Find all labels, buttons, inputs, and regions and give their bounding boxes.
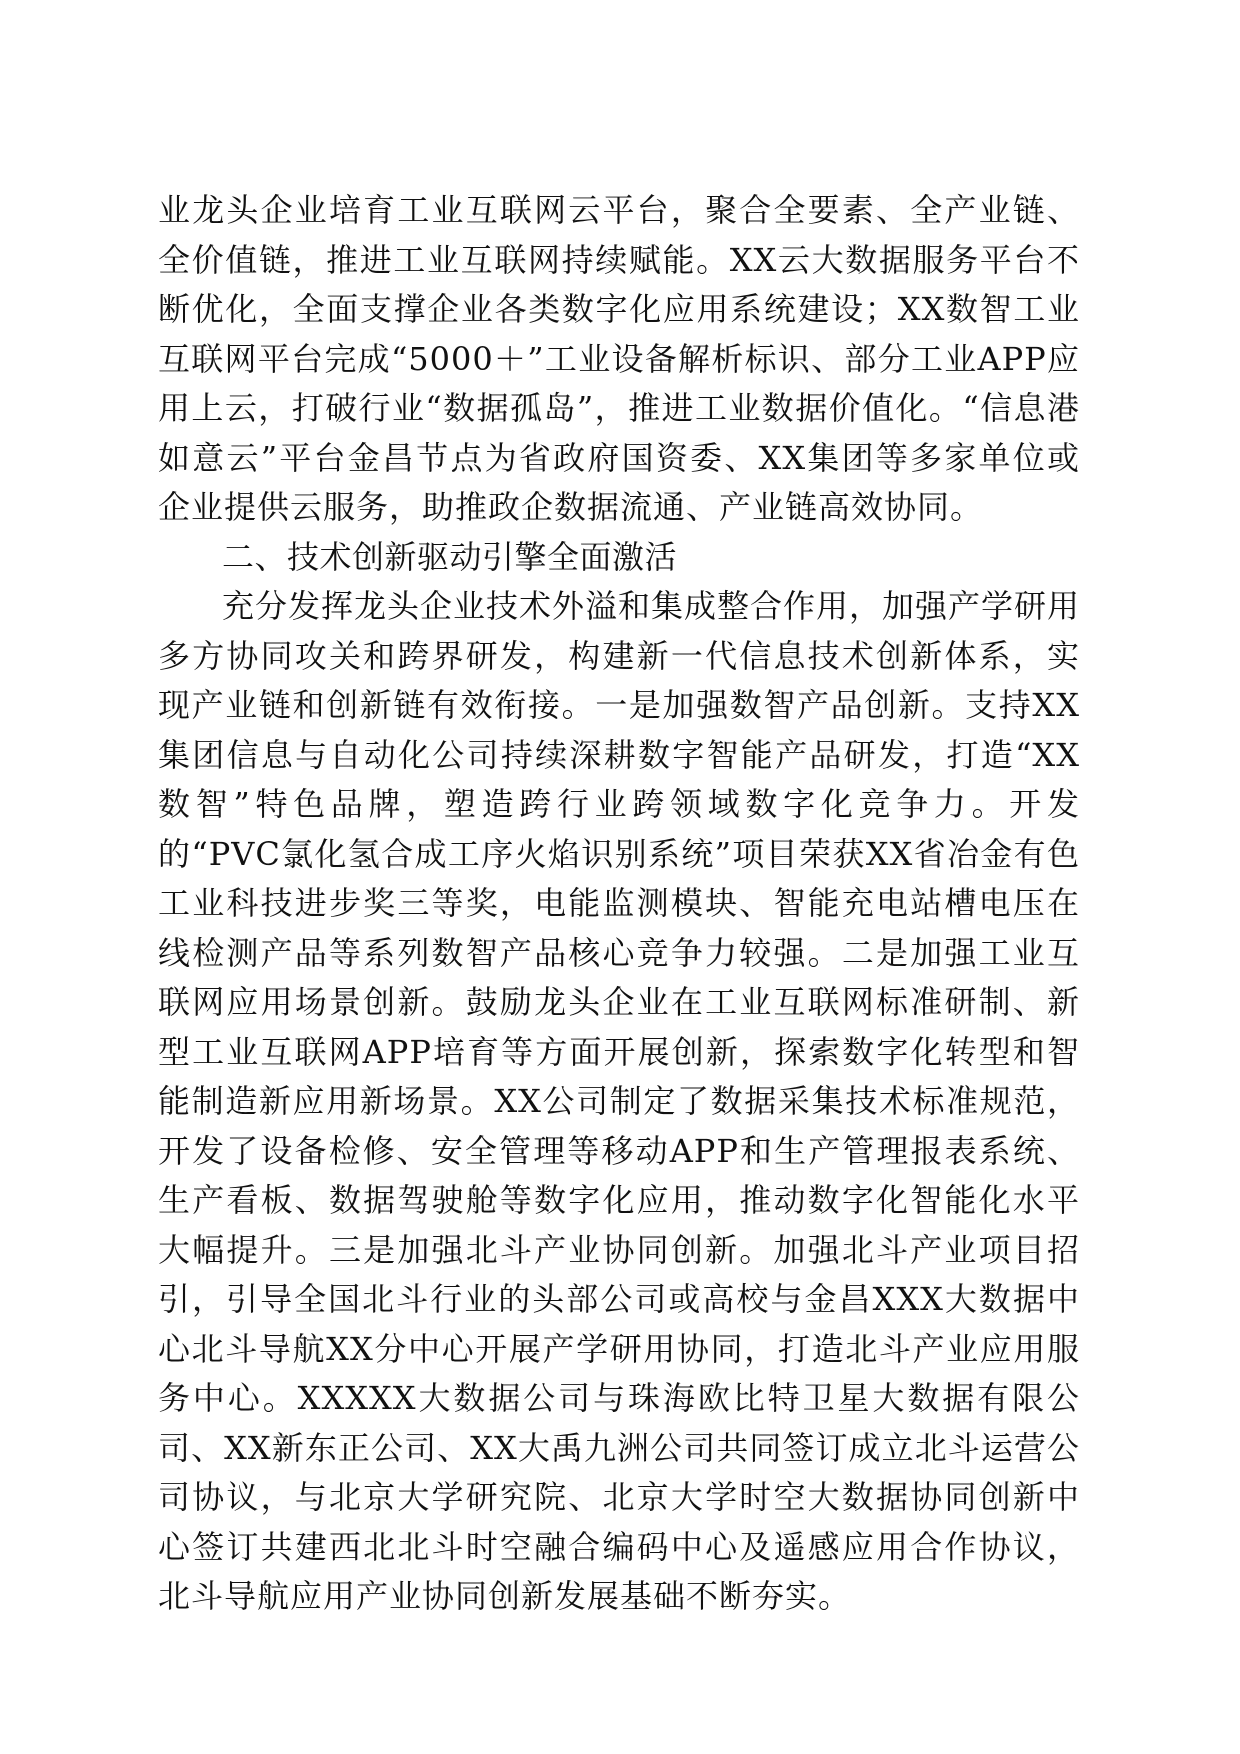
paragraph-continued: 业龙头企业培育工业互联网云平台，聚合全要素、全产业链、全价值链，推进工业互联网持续赋能。XX云大数据服务平台不断优化，全面支撑企业各类数字化应用系统建设；XX数智工业互联网平台完成“5000＋”工业设备解析标识、部分工业APP应用上云，打破行业“数据孤岛”，推进工业数据价值化。“信息港如意云”平台金昌节点为省政府国资委、XX集团等多家单位或企业提供云服务，助推政企数据流通、产业链高效协同。: [158, 191, 1080, 526]
paragraph-main: 充分发挥龙头企业技术外溢和集成整合作用，加强产学研用多方协同攻关和跨界研发，构建新一代信息技术创新体系，实现产业链和创新链有效衔接。一是加强数智产品创新。支持XX集团信息与自动化公司持续深耕数字智能产品研发，打造“XX数智”特色品牌，塑造跨行业跨领域数字化竞争力。开发的“PVC氯化氢合成工序火焰识别系统”项目荣获XX省冶金有色工业科技进步奖三等奖，电能监测模块、智能充电站槽电压在线检测产品等系列数智产品核心竞争力较强。二是加强工业互联网应用场景创新。鼓励龙头企业在工业互联网标准研制、新型工业互联网APP培育等方面开展创新，探索数字化转型和智能制造新应用新场景。XX公司制定了数据采集技术标准规范，开发了设备检修、安全管理等移动APP和生产管理报表系统、生产看板、数据驾驶舱等数字化应用，推动数字化智能化水平大幅提升。三是加强北斗产业协同创新。加强北斗产业项目招引，引导全国北斗行业的头部公司或高校与金昌XXX大数据中心北斗导航XX分中心开展产学研用协同，打造北斗产业应用服务中心。XXXXX大数据公司与珠海欧比特卫星大数据有限公司、XX新东正公司、XX大禹九洲公司共同签订成立北斗运营公司协议，与北京大学研究院、北京大学时空大数据协同创新中心签订共建西北北斗时空融合编码中心及遥感应用合作协议，北斗导航应用产业协同创新发展基础不断夯实。: [158, 587, 1081, 1615]
section-heading: 二、技术创新驱动引擎全面激活: [222, 537, 678, 576]
document-body: [158, 186, 1080, 1622]
